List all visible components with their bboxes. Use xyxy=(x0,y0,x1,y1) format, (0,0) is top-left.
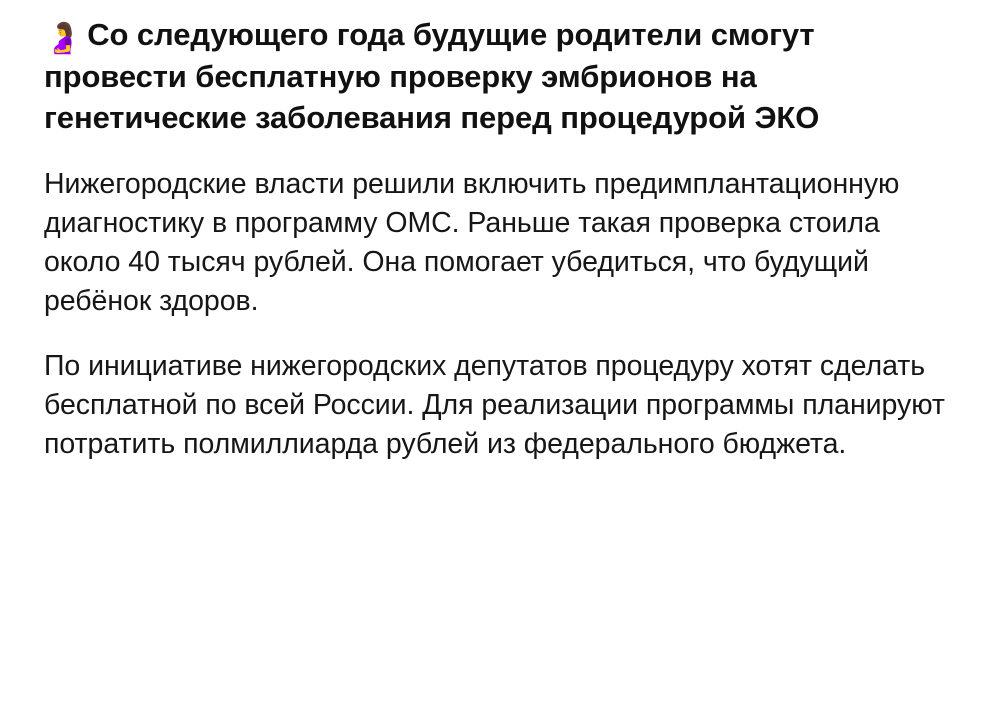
page-title xyxy=(44,14,956,139)
post-paragraph-1: Нижегородские власти решили включить предимплантационную диагностику в программу ОМС. Раньше такая проверка стоила около 40 тысяч рублей. Она помогает убедиться, что будущий ребёнок здоров. xyxy=(44,167,900,317)
post-paragraph-2: По инициативе нижегородских депутатов процедуру хотят сделать бесплатной по всей России. Для реализации программы планируют потратить полмиллиарда рублей из федерального бюджета. xyxy=(44,349,945,460)
pregnant-woman-emoji: 🤰 xyxy=(44,22,82,55)
headline-text: Со следующего года будущие родители смогут провести бесплатную проверку эмбрионов на генетические заболевания перед процедурой ЭКО xyxy=(44,17,820,136)
